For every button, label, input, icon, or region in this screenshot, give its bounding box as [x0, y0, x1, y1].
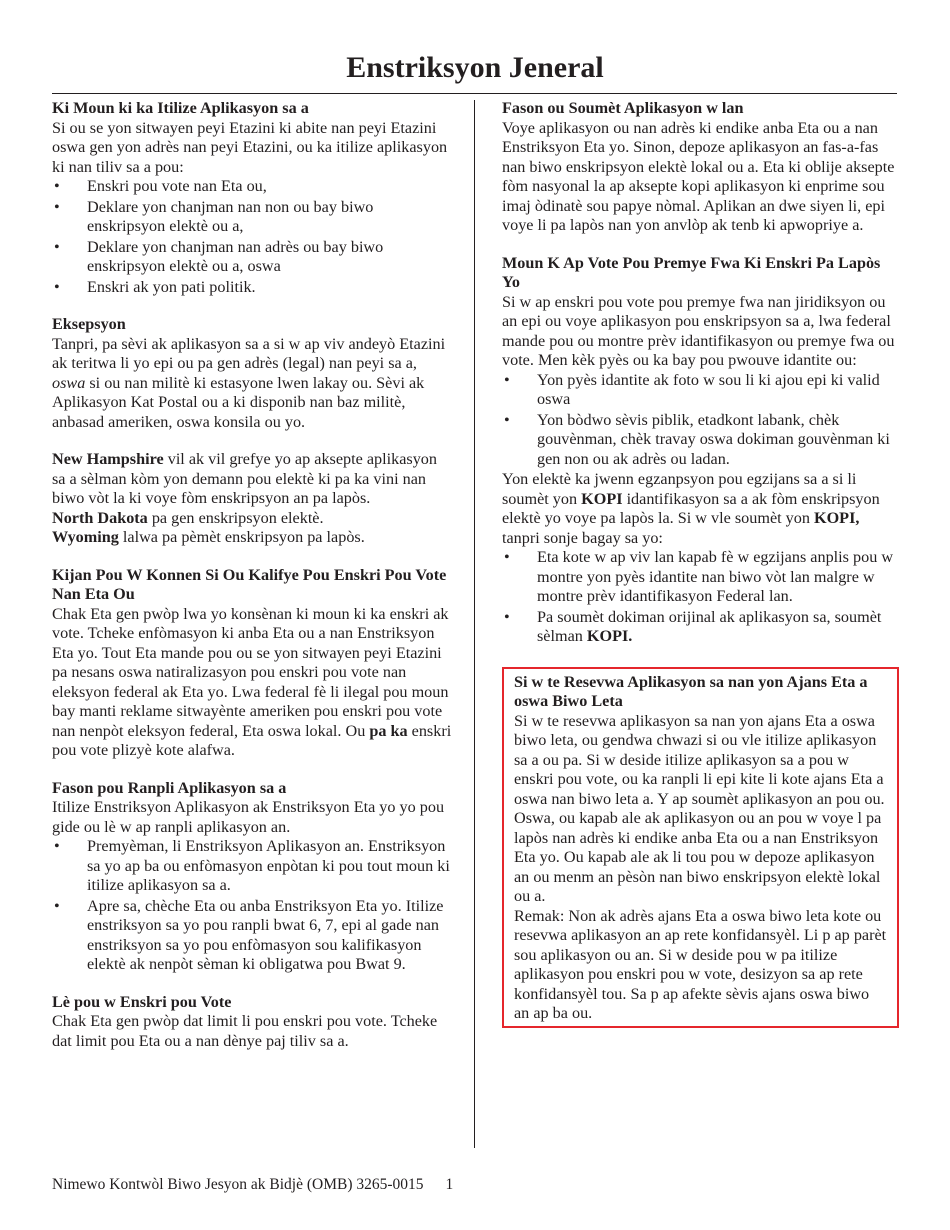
- list-item: • Premyèman, li Enstriksyon Aplikasyon an. Enstriksyon sa yo ap ba ou enfòmasyon enpòtan ki pou tout moun ki itilize aplikasyon sa a.: [52, 837, 452, 896]
- text-run: Chak Eta gen pwòp lwa yo konsènan ki moun ki ka enskri ak vote. Tcheke enfòmasyon ki anba Eta ou a nan Enstriksyon Eta yo. Tout Eta mande pou ou se yon sitwayen peyi Etazini pa nesans oswa natiralizasyon pou enskri pou vote nan eleksyon federal ak Eta yo. Lwa federal fè li ilegal pou moun bay manti reklame sitwayènte ameriken pou enskri pou vote nan nenpòt eleksyon federal, Eta oswa lokal. Ou: [52, 604, 449, 740]
- bold-text: KOPI,: [814, 509, 860, 527]
- section-who-can-use: [52, 99, 452, 297]
- section-text: [52, 605, 452, 761]
- section-state-exceptions: [52, 450, 452, 548]
- text-run: lalwa pa pèmèt enskripsyon pa lapòs.: [118, 528, 365, 546]
- column-divider: [474, 100, 475, 1148]
- section-how-to-submit: [502, 99, 899, 236]
- notice-remark: Remak: Non ak adrès ajans Eta a oswa biwo leta kote ou resevwa aplikasyon an ap rete konfidansyèl. Li p ap parèt sou aplikasyon ou an. Si w deside pou w pa itilize aplikasyon pou enskri pou w vote, desizyon sa ap rete konfidansyèl tou. Sa p ap afekte sèvis ajans oswa biwo an ap ba ou.: [514, 906, 887, 1022]
- state-name: North Dakota: [52, 508, 148, 527]
- section-eligibility: [52, 566, 452, 761]
- list-item: • Deklare yon chanjman nan adrès ou bay biwo enskripsyon elektè ou a, oswa: [52, 238, 452, 277]
- list-item: • Enskri pou vote nan Eta ou,: [52, 177, 452, 197]
- bullet-list: [502, 371, 899, 470]
- page-number: 1: [445, 1176, 454, 1193]
- bullet-list: [52, 177, 452, 297]
- section-heading: Eksepsyon: [52, 315, 126, 333]
- state-name: Wyoming: [52, 528, 119, 546]
- notice-heading: Si w te Resevwa Aplikasyon sa nan yon Ajans Eta a oswa Biwo Leta: [514, 672, 868, 710]
- section-exceptions: [52, 315, 452, 432]
- section-text: [52, 335, 452, 433]
- wyoming-note: [52, 528, 452, 548]
- text-run: Pa soumèt dokiman orijinal ak aplikasyon sa, soumèt sèlman: [537, 607, 882, 645]
- text-run: Tanpri, pa sèvi ak aplikasyon sa a si w ap viv andeyò Etazini ak teritwa li yo epi ou pa gen adrès (legal) nan peyi sa a,: [52, 334, 446, 372]
- section-how-to-fill: [52, 779, 452, 975]
- section-text: Voye aplikasyon ou nan adrès ki endike anba Eta ou a nan Enstriksyon Eta yo. Sinon, depoze aplikasyon an fas-a-fas nan biwo enskripsyon elektè lokal ou a. Eta ki oblije aksepte fòm nasyonal la ap aksepte kopi aplikasyon ki enprime sou imaj òdinatè sou papye nòmal. Aplikan an dwe siyen li, epi voye li pa lapòs nan yon anvlòp ak tenb ki apwopriye a.: [502, 118, 895, 234]
- list-item: • Eta kote w ap viv lan kapab fè w egzijans anplis pou w montre yon pyès idantite nan biwo vòt lan malgre w montre prèv idantifikasyon Federal lan.: [502, 548, 899, 607]
- section-heading: Lè pou w Enskri pou Vote: [52, 992, 232, 1011]
- text-run: si ou nan militè ki estasyone lwen lakay ou. Sèvi ak Aplikasyon Kat Postal ou a ki disponib nan baz militè, anbasad ameriken, oswa konsila ou yo.: [52, 373, 425, 431]
- text-run: enskri pou vote plizyè kote alafwa.: [52, 721, 452, 759]
- section-text: Itilize Enstriksyon Aplikasyon ak Enstriksyon Eta yo yo pou gide ou lè w ap ranpli aplikasyon an.: [52, 798, 445, 836]
- list-item: • Enskri ak yon pati politik.: [52, 278, 452, 298]
- omb-number: Nimewo Kontwòl Biwo Jesyon ak Bidjè (OMB) 3265-0015: [52, 1176, 424, 1193]
- text-run: idantifikasyon sa a ak fòm enskripsyon elektè yo voye pa lapòs la. Si w vle soumèt yon: [502, 489, 880, 527]
- section-first-time-voters: [502, 254, 899, 647]
- title-rule: [52, 93, 897, 94]
- list-item: • Apre sa, chèche Eta ou anba Enstriksyon Eta yo. Itilize enstriksyon sa yo pou ranpli bwat 6, 7, epi al gade nan enstriksyon sa yo pou enfòmasyon sou kalifikasyon elektè ak nenpòt sèman ki obligatwa pou Bwat 9.: [52, 897, 452, 975]
- section-text: Si ou se yon sitwayen peyi Etazini ki abite nan peyi Etazini oswa gen yon adrès nan peyi Etazini, ou ka itilize aplikasyon ki nan tiliv sa a pou:: [52, 118, 448, 176]
- north-dakota-note: [52, 509, 452, 529]
- page-footer: [52, 1175, 453, 1195]
- bold-text: KOPI: [581, 489, 623, 508]
- bullet-list: [52, 837, 452, 975]
- list-item: • Deklare yon chanjman nan non ou bay biwo enskripsyon elektè ou a,: [52, 198, 452, 237]
- section-deadline: [52, 993, 452, 1052]
- section-heading: Fason ou Soumèt Aplikasyon w lan: [502, 99, 744, 117]
- state-name: New Hampshire: [52, 450, 164, 468]
- section-text: Si w ap enskri pou vote pou premye fwa nan jiridiksyon ou an epi ou voye aplikasyon pou enskripsyon sa a, lwa federal mande pou ou montre prèv idantifikasyon ou premye fwa ou vote. Men kèk pyès ou ka bay pou pwouve idantite ou:: [502, 292, 895, 369]
- section-heading: Moun K Ap Vote Pou Premye Fwa Ki Enskri Pa Lapòs Yo: [502, 253, 881, 291]
- emphasis-text: oswa: [52, 373, 86, 392]
- right-column: [502, 99, 899, 1028]
- section-text: Chak Eta gen pwòp dat limit li pou enskri pou vote. Tcheke dat limit pou Eta ou a nan dènye paj tiliv sa a.: [52, 1012, 438, 1050]
- list-item: [502, 608, 899, 647]
- section-heading: Ki Moun ki ka Itilize Aplikasyon sa a: [52, 99, 309, 117]
- bold-text: KOPI.: [586, 627, 633, 645]
- list-item: • Yon bòdwo sèvis piblik, etadkont labank, chèk gouvènman, chèk travay oswa dokiman gouvènman ki gen non ou ak adrès ou ladan.: [502, 411, 899, 470]
- bullet-list: [502, 548, 899, 647]
- left-column: [52, 99, 452, 1069]
- notice-text: Si w te resevwa aplikasyon sa nan yon ajans Eta a oswa biwo leta, ou gendwa chwazi si ou vle itilize aplikasyon sa a ou pa. Si w deside itilize aplikasyon sa a pou w enskri pou vote, ou ka ranpli li epi kite li kote ajans Eta a oswa nan biwo leta a. Y ap soumèt aplikasyon an pou ou. Oswa, ou kapab ale ak aplikasyon ou an pou w voye l pa lapòs nan adrès ki endike anba Eta ou a nan Enstriksyon Eta yo. Ou kapab ale ak li tou pou w depoze aplikasyon an ou menm an pèsòn nan biwo enskripsyon elektè lokal ou a.: [514, 711, 885, 905]
- text-run: vil ak vil grefye yo ap aksepte aplikasyon sa a sèlman kòm yon demann pou elektè ki pa ka vini nan biwo vòt la ki voye fòm enskripsyon an pa lapòs.: [52, 450, 437, 507]
- section-heading: Fason pou Ranpli Aplikasyon sa a: [52, 778, 287, 797]
- text-run: tanpri sonje bagay sa yo:: [502, 528, 663, 547]
- new-hampshire-note: [52, 450, 452, 509]
- section-heading: Kijan Pou W Konnen Si Ou Kalifye Pou Enskri Pou Vote Nan Eta Ou: [52, 565, 447, 603]
- agency-notice-box: [502, 667, 899, 1028]
- bold-text: pa ka: [369, 721, 408, 740]
- list-item: • Yon pyès idantite ak foto w sou li ki ajou epi ki valid oswa: [502, 371, 899, 410]
- text-run: Yon elektè ka jwenn egzanpsyon pou egzijans sa a si li soumèt yon: [502, 470, 857, 508]
- section-text: [502, 470, 899, 548]
- page-title: Enstriksyon Jeneral: [346, 51, 604, 84]
- text-run: pa gen enskripsyon elektè.: [147, 508, 324, 527]
